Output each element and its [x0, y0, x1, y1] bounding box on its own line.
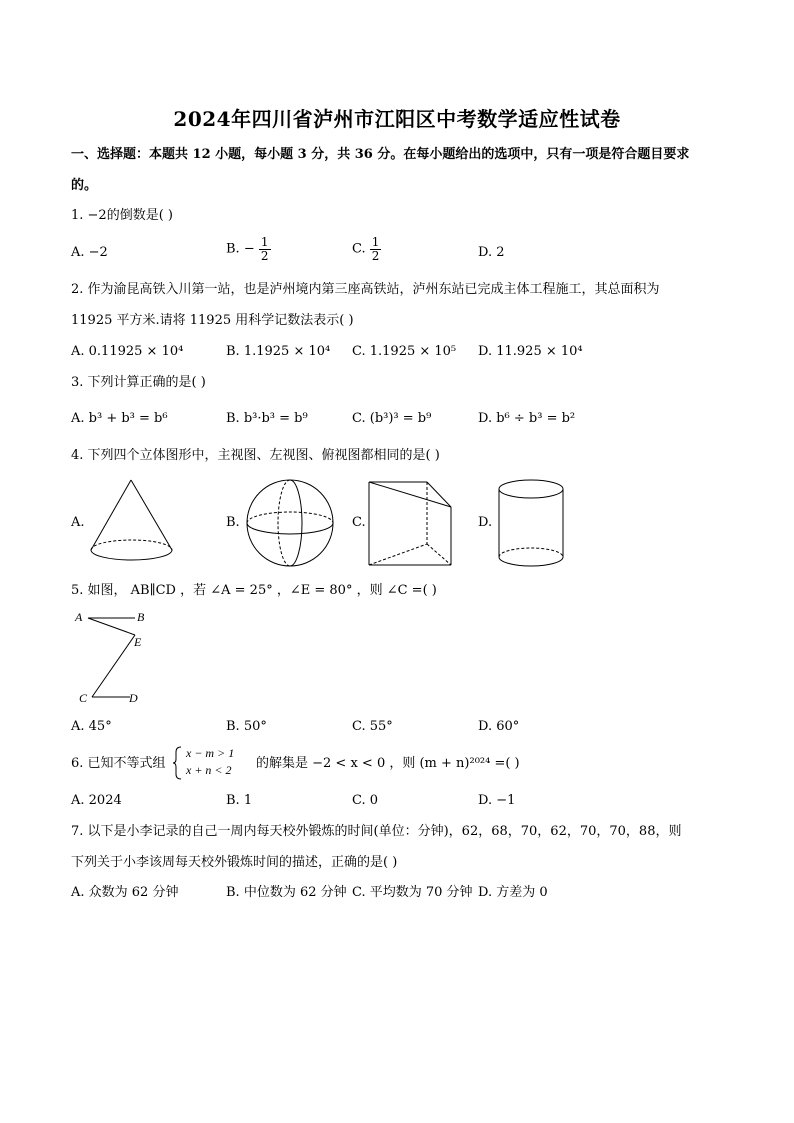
q6-inequality-1: x − m > 1 [186, 746, 235, 760]
q6-option-a: A. 2024 [71, 793, 122, 808]
section-heading-line1: 一、选择题：本题共 12 小题，每小题 3 分，共 36 分。在每小题给出的选项中，只有一项是符合题目要求 [71, 147, 690, 162]
cylinder-figure [497, 478, 567, 570]
q5-option-d: D. 60° [478, 719, 520, 734]
sphere-meridian-back [278, 480, 290, 566]
q3-option-d: D. b⁶ ÷ b³ = b² [478, 411, 576, 426]
q4-stem: 4. 下列四个立体图形中，主视图、左视图、俯视图都相同的是( ) [71, 448, 440, 463]
q6-option-c: C. 0 [352, 793, 379, 808]
q3-option-a: A. b³ + b³ = b⁶ [71, 411, 168, 426]
q5-label-b: B [137, 610, 145, 624]
q2-option-a: A. 0.11925 × 10⁴ [71, 344, 184, 359]
cone-figure [88, 478, 178, 566]
q1-option-c-prefix: C. [352, 241, 366, 257]
q5-option-a: A. 45° [71, 719, 112, 734]
q6-inequality-2: x + n < 2 [186, 763, 232, 777]
q1-option-c-numerator: 1 [371, 235, 380, 249]
q1-option-b-fraction [259, 236, 271, 263]
sphere-equator-back [247, 512, 333, 523]
q7-stem-line2: 下列关于小李该周每天校外锻炼时间的描述，正确的是( ) [71, 855, 398, 870]
q3-stem: 3. 下列计算正确的是( ) [71, 375, 206, 390]
q4-option-b-label: B. [226, 515, 240, 530]
sphere-outline [247, 480, 333, 566]
segment-ec [92, 635, 135, 697]
section-heading-line2: 的。 [71, 178, 98, 193]
cone-left-edge [91, 480, 131, 550]
q6-option-b: B. 1 [226, 793, 253, 808]
q5-option-c: C. 55° [352, 719, 393, 734]
cylinder-base-back [499, 548, 563, 557]
cone-base-front [91, 550, 172, 560]
q7-stem-line1: 7. 以下是小李记录的自己一周内每天校外锻炼的时间(单位：分钟)，62，68，70，62，70，70，88，则 [71, 824, 682, 839]
segment-ae [88, 618, 135, 635]
q1-stem: 1. −2的倒数是( ) [71, 208, 173, 223]
q6-option-d: D. −1 [478, 793, 516, 808]
q3-option-c: C. (b³)³ = b⁹ [352, 411, 432, 426]
q4-option-a-label: A. [71, 515, 85, 530]
cone-right-edge [131, 480, 172, 550]
cylinder-base-front [499, 557, 563, 566]
q3-option-b: B. b³·b³ = b⁹ [226, 411, 308, 426]
prism-hidden-base-1 [369, 544, 427, 565]
q4-option-d-label: D. [478, 515, 493, 530]
cylinder-top [499, 480, 563, 498]
q1-option-a: A. −2 [71, 245, 108, 260]
q5-label-a: A [75, 610, 83, 624]
q7-option-a: A. 众数为 62 分钟 [71, 885, 179, 900]
q6-prefix: 6. 已知不等式组 [71, 756, 166, 771]
q5-label-e: E [134, 635, 142, 649]
q1-option-c-fraction [370, 236, 382, 263]
q7-option-c: C. 平均数为 70 分钟 [352, 885, 473, 900]
sphere-meridian-front [290, 480, 302, 566]
q1-option-b-denominator: 2 [260, 249, 269, 263]
q2-option-b: B. 1.1925 × 10⁴ [226, 344, 331, 359]
q5-label-d: D [129, 691, 138, 705]
q1-option-c-denominator: 2 [371, 249, 380, 263]
q7-option-d: D. 方差为 0 [478, 885, 548, 900]
q5-label-c: C [79, 691, 88, 705]
page-title: 2024年四川省泸州市江阳区中考数学适应性试卷 [173, 107, 621, 131]
q2-option-d: D. 11.925 × 10⁴ [478, 344, 583, 359]
q1-option-d: D. 2 [478, 245, 505, 260]
sphere-figure [245, 478, 337, 570]
q4-option-c-label: C. [352, 515, 366, 530]
q2-stem-line2: 11925 平方米.请将 11925 用科学记数法表示( ) [71, 313, 354, 328]
q2-stem-line1: 2. 作为渝昆高铁入川第一站，也是泸州境内第三座高铁站，泸州东站已完成主体工程施工，其总面积为 [71, 282, 660, 297]
q5-option-b: B. 50° [226, 719, 267, 734]
q5-stem: 5. 如图， AB∥CD ，若 ∠A = 25° ，∠E = 80° ，则 ∠C =( ) [71, 583, 437, 598]
q1-option-b [226, 236, 271, 263]
q6-suffix: 的解集是 −2 < x < 0 ，则 (m + n)²⁰²⁴ =( ) [256, 756, 520, 771]
q1-option-b-prefix: B. − [226, 241, 255, 257]
prism-figure [367, 480, 457, 570]
q7-option-b: B. 中位数为 62 分钟 [226, 885, 347, 900]
left-brace-icon [173, 747, 181, 779]
prism-hidden-base-2 [427, 544, 451, 565]
cone-base-back [91, 540, 172, 550]
sphere-equator-front [247, 523, 333, 534]
q1-option-b-numerator: 1 [260, 235, 269, 249]
q1-option-c [352, 236, 381, 263]
q6-brace [172, 746, 182, 780]
q2-option-c: C. 1.1925 × 10⁵ [352, 344, 457, 359]
